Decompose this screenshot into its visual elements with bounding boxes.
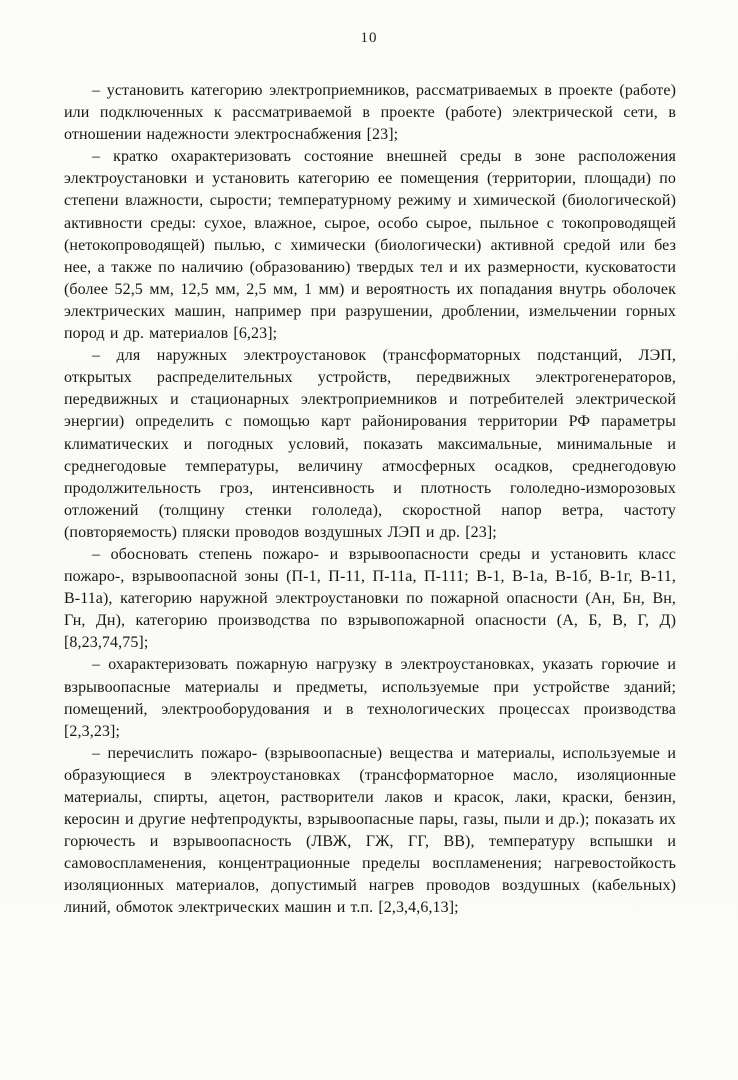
- page-content: [64, 80, 676, 920]
- paragraph-1: – установить категорию электроприемников, рассматриваемых в проекте (работе) или подключенных к рассматриваемой в проекте (работе) электрической сети, в отношении надежности электроснабжения [23];: [64, 82, 676, 144]
- paragraph-3: – для наружных электроустановок (трансформаторных подстанций, ЛЭП, открытых распределительных устройств, передвижных электрогенераторов, передвижных и стационарных электроприемников и потребителей электрической энергии) определить с помощью карт районирования территории РФ параметры климатических и погодных условий, показать максимальные, минимальные и среднегодовые температуры, величину атмосферных осадков, среднегодовую продолжительность гроз, интенсивность и плотность гололедно-изморозовых отложений (толщину стенки гололеда), скоростной напор ветра, частоту (повторяемость) пляски проводов воздушных ЛЭП и др. [23];: [64, 347, 676, 541]
- paragraph-4: – обосновать степень пожаро- и взрывоопасности среды и установить класс пожаро-, взрывоопасной зоны (П-1, П-11, П-11а, П-111; В-1, В-1а, В-1б, В-1г, В-11, В-11а), категорию наружной электроустановки по пожарной опасности (Ан, Бн, Вн, Гн, Дн), категорию производства по взрывопожарной опасности (А, Б, В, Г, Д) [8,23,74,75];: [64, 545, 676, 652]
- page-number: 10: [360, 30, 378, 46]
- paragraph-2: – кратко охарактеризовать состояние внешней среды в зоне расположения электроустановки и установить категорию ее помещения (территории, площади) по степени влажности, сырости; температурному режиму и химической (биологической) активности среды: сухое, влажное, сырое, особо сырое, пыльное с токопроводящей (нетокопроводящей) пылью, с химически (биологически) активной средой или без нее, а также по наличию (образованию) твердых тел и их размерности, кусковатости (более 52,5 мм, 12,5 мм, 2,5 мм, 1 мм) и вероятность их попадания внутрь оболочек электрических машин, например при разрушении, дроблении, измельчении горных пород и др. материалов [6,23];: [64, 148, 676, 343]
- paragraph-6: – перечислить пожаро- (взрывоопасные) вещества и материалы, используемые и образующиеся в электроустановках (трансформаторное масло, изоляционные материалы, спирты, ацетон, растворители лаков и красок, лаки, краски, бензин, керосин и другие нефтепродукты, взрывоопасные пары, газы, пыли и др.); показать их горючесть и взрывоопасность (ЛВЖ, ГЖ, ГГ, ВВ), температуру вспышки и самовоспламенения, концентрационные пределы воспламенения; нагревостойкость изоляционных материалов, допустимый нагрев проводов воздушных (кабельных) линий, обмоток электрических машин и т.п. [2,3,4,6,13];: [64, 744, 676, 917]
- paragraph-5: – охарактеризовать пожарную нагрузку в электроустановках, указать горючие и взрывоопасные материалы и предметы, используемые при устройстве зданий; помещений, электрооборудования и в технологических процессах производства [2,3,23];: [64, 656, 676, 740]
